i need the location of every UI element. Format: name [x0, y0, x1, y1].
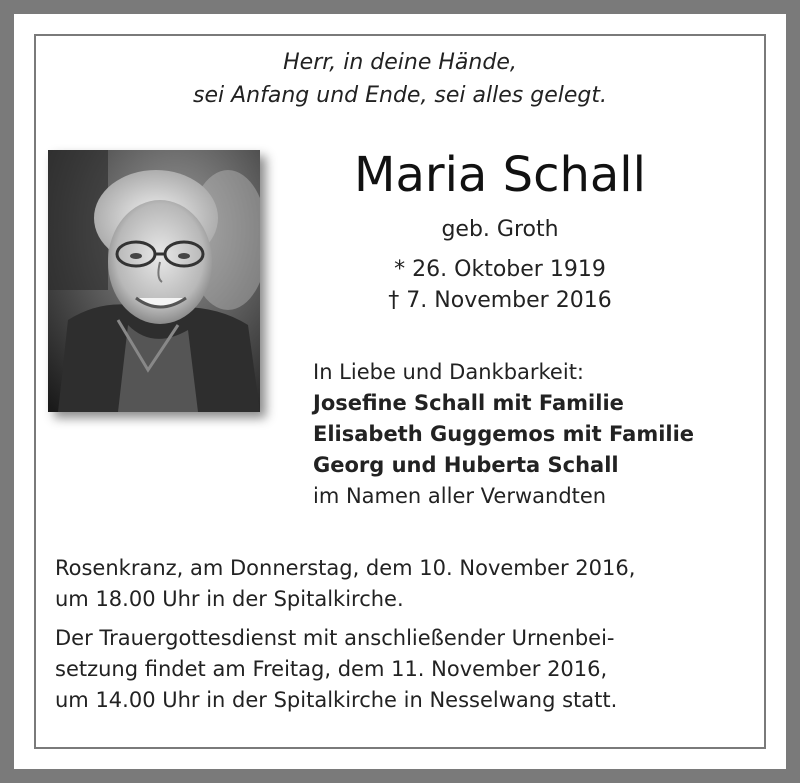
mourners-intro: In Liebe und Dankbarkeit:	[313, 360, 585, 384]
funeral-line-2: setzung findet am Freitag, dem 11. November 2016,	[55, 657, 608, 681]
funeral-notice	[55, 623, 747, 716]
mourners-block	[313, 357, 694, 512]
mourner-name: Georg und Huberta Schall	[313, 453, 619, 477]
rosary-notice	[55, 553, 747, 615]
portrait-photo	[48, 150, 260, 412]
motto	[0, 46, 800, 112]
deceased-name: Maria Schall	[354, 147, 646, 203]
birth-date: * 26. Oktober 1919	[394, 257, 606, 282]
portrait-image	[48, 150, 260, 412]
rosary-line-2: um 18.00 Uhr in der Spitalkirche.	[55, 587, 404, 611]
mourner-name: Elisabeth Guggemos mit Familie	[313, 422, 695, 446]
maiden-name: geb. Groth	[441, 217, 559, 242]
motto-line-2: sei Anfang und Ende, sei alles gelegt.	[193, 83, 607, 108]
motto-line-1: Herr, in deine Hände,	[283, 50, 517, 75]
mourners-closing: im Namen aller Verwandten	[313, 484, 607, 508]
funeral-line-1: Der Trauergottesdienst mit anschließender Urnenbei-	[55, 626, 615, 650]
death-date: † 7. November 2016	[388, 288, 612, 313]
funeral-line-3: um 14.00 Uhr in der Spitalkirche in Nesselwang statt.	[55, 688, 618, 712]
mourner-name: Josefine Schall mit Familie	[313, 391, 624, 415]
rosary-line-1: Rosenkranz, am Donnerstag, dem 10. November 2016,	[55, 556, 636, 580]
